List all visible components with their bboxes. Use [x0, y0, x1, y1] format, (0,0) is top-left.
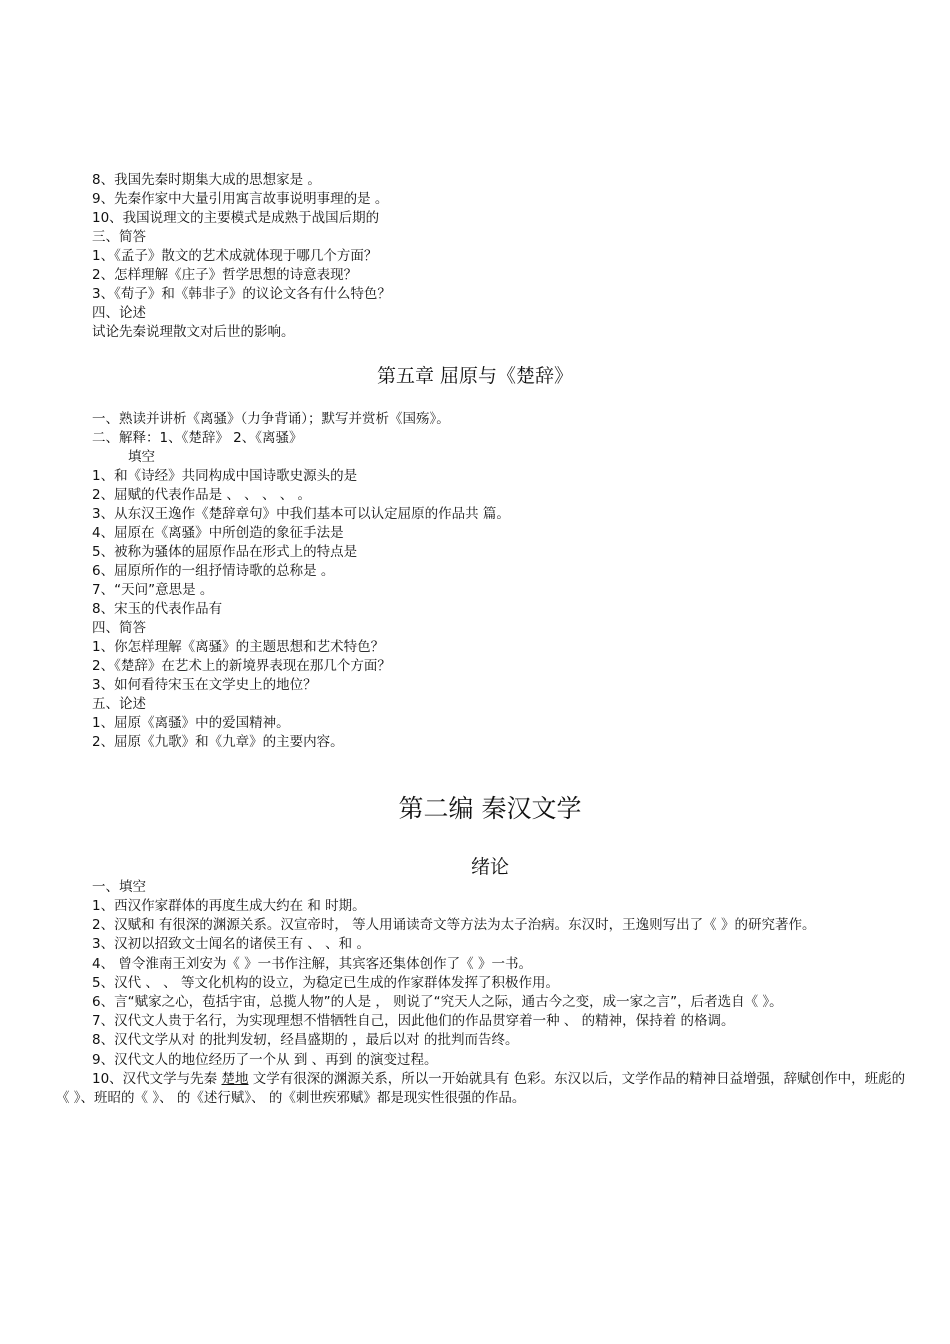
section-heading: 一、填空 — [92, 879, 146, 895]
underlined-term: 楚地 — [221, 1070, 249, 1087]
paragraph: 6、言“赋家之心，苞括宇宙，总揽人物”的人是 ， 则说了“究天人之际，通古今之变，成一家之言”，后者选自《 》。 — [92, 994, 783, 1011]
text-line: 3、如何看待宋玉在文学史上的地位？ — [92, 677, 317, 693]
section-title: 绪论 — [470, 856, 509, 878]
paragraph: 2、汉赋和 有很深的渊源关系。汉宣帝时， 等人用诵读奇文等方法为太子治病。东汉时，王逸则写出了《 》的研究著作。 — [92, 917, 816, 934]
section-heading: 三、简答 — [92, 229, 146, 245]
text-line: 2、怎样理解《庄子》哲学思想的诗意表现？ — [92, 267, 358, 283]
section-heading: 填空 — [128, 449, 155, 465]
text-line: 10、我国说理文的主要模式是成熟于战国后期的 — [92, 210, 380, 226]
paragraph — [56, 1070, 908, 1108]
paragraph: 8、汉代文学从对 的批判发轫，经昌盛期的 ，最后以对 的批判而告终。 — [92, 1032, 519, 1049]
text-line: 8、我国先秦时期集大成的思想家是 。 — [92, 172, 321, 188]
text-line: 9、先秦作家中大量引用寓言故事说明事理的是 。 — [92, 191, 389, 207]
part-title: 第二编 秦汉文学 — [398, 794, 582, 823]
paragraph: 1、西汉作家群体的再度生成大约在 和 时期。 — [92, 898, 366, 914]
paragraph: 3、汉初以招致文士闻名的诸侯王有 、 、和 。 — [92, 936, 370, 953]
paragraph: 7、汉代文人贵于名行，为实现理想不惜牺牲自己，因此他们的作品贯穿着一种 、 的精神，保持着 的格调。 — [92, 1013, 735, 1030]
text-line: 7、“天问”意思是 。 — [92, 582, 214, 598]
text-run: 10、汉代文学与先秦 — [92, 1070, 222, 1087]
text-line: 1、《孟子》散文的艺术成就体现于哪几个方面？ — [92, 248, 378, 264]
text-line: 2、《楚辞》在艺术上的新境界表现在那几个方面？ — [92, 658, 391, 674]
text-line: 5、被称为骚体的屈原作品在形式上的特点是 — [92, 544, 358, 560]
text-line: 3、《荀子》和《韩非子》的议论文各有什么特色？ — [92, 286, 391, 302]
text-line: 3、从东汉王逸作《楚辞章句》中我们基本可以认定屈原的作品共 篇。 — [92, 506, 510, 522]
text-line: 1、你怎样理解《离骚》的主题思想和艺术特色？ — [92, 639, 385, 655]
paragraph: 5、汉代 、 、 等文化机构的设立，为稳定已生成的作家群体发挥了积极作用。 — [92, 974, 559, 991]
text-line: 1、和《诗经》共同构成中国诗歌史源头的是 — [92, 468, 358, 484]
text-line: 8、宋玉的代表作品有 — [92, 601, 223, 617]
text-line: 二、解释：1、《楚辞》 2、《离骚》 — [92, 430, 303, 446]
text-line: 试论先秦说理散文对后世的影响。 — [92, 324, 295, 340]
text-line: 1、屈原《离骚》中的爱国精神。 — [92, 715, 290, 731]
intro-body — [56, 897, 908, 1108]
section-heading: 四、论述 — [92, 305, 146, 321]
paragraph: 9、汉代文人的地位经历了一个从 到 、再到 的演变过程。 — [92, 1051, 438, 1068]
text-line: 2、屈原《九歌》和《九章》的主要内容。 — [92, 734, 344, 750]
text-line: 2、屈赋的代表作品是 、 、 、 、 。 — [92, 487, 312, 503]
text-line: 4、屈原在《离骚》中所创造的象征手法是 — [92, 525, 344, 541]
section-heading: 五、论述 — [92, 696, 146, 712]
text-line: 6、屈原所作的一组抒情诗歌的总称是 。 — [92, 563, 335, 579]
paragraph: 4、 曾令淮南王刘安为《 》一书作注解，其宾客还集体创作了《 》一书。 — [92, 955, 532, 972]
text-line: 一、熟读并讲析《离骚》（力争背诵）；默写并赏析《国殇》。 — [92, 411, 450, 427]
section-heading: 四、简答 — [92, 620, 146, 636]
chapter-title: 第五章 屈原与《楚辞》 — [376, 365, 574, 387]
text-run: 文学有很深的渊源关系，所以一开始就具有 色彩。东汉以后，文学作品的精神日益增强，辞赋创作中，班彪的《 》、班昭的《 》、 的《述行赋》、 的《刺世疾邪赋》都是现实性很强的作品。 — [56, 1070, 906, 1107]
